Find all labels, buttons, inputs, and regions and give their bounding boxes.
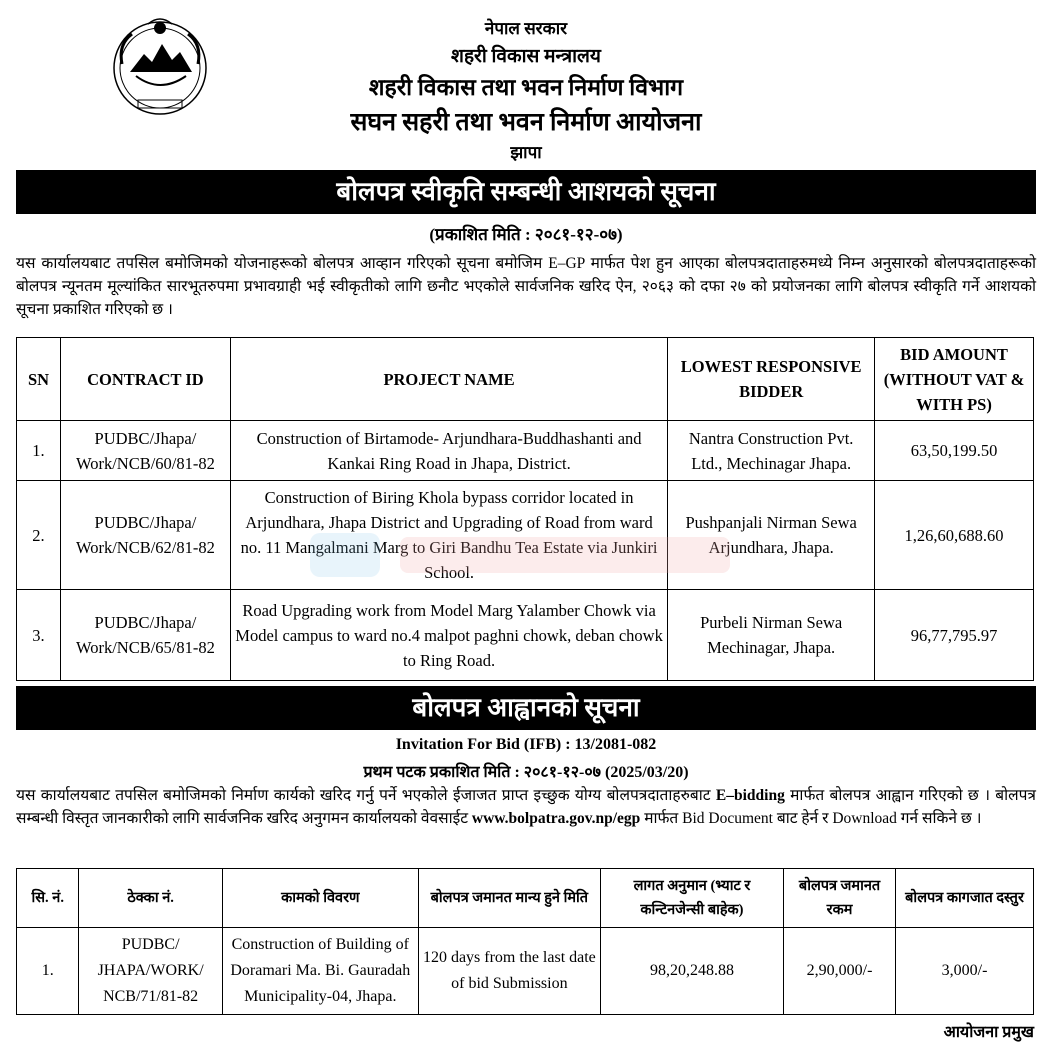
cell-bidder: Purbeli Nirman Sewa Mechinagar, Jhapa. bbox=[668, 590, 875, 681]
cell-cost-estimate: 98,20,248.88 bbox=[600, 928, 783, 1015]
col-header-project-name: PROJECT NAME bbox=[230, 338, 667, 421]
published-date: (प्रकाशित मिति : २०८१-१२-०७) bbox=[429, 225, 623, 244]
signature-project-chief: आयोजना प्रमुख bbox=[943, 1024, 1034, 1041]
table-row bbox=[17, 481, 1034, 590]
col-header-contract-no: ठेक्का नं. bbox=[79, 869, 222, 928]
col-header-bidder: LOWEST RESPONSIVE BIDDER bbox=[668, 338, 875, 421]
table-header-row bbox=[17, 338, 1034, 421]
cell-sn: 1. bbox=[17, 421, 61, 481]
paragraph-text: मार्फत Bid Document बाट हेर्न र Download गर्न सकिने छ । bbox=[640, 810, 982, 827]
cell-sn: 1. bbox=[17, 928, 79, 1015]
cell-sn: 3. bbox=[17, 590, 61, 681]
col-header-contract-id: CONTRACT ID bbox=[60, 338, 230, 421]
cell-bid-security: 2,90,000/- bbox=[784, 928, 896, 1015]
col-header-bid-amount: BID AMOUNT (WITHOUT VAT & WITH PS) bbox=[875, 338, 1034, 421]
cell-project-name: Road Upgrading work from Model Marg Yalamber Chowk via Model campus to ward no.4 malpot paghni chowk, deban chowk to Ring Road. bbox=[230, 590, 667, 681]
cell-project-name: Construction of Biring Khola bypass corridor located in Arjundhara, Jhapa District and Upgrading of Road from ward no. 11 Mangalmani Marg to Giri Bandhu Tea Estate via Junkiri School. bbox=[230, 481, 667, 590]
bid-acceptance-table bbox=[16, 337, 1034, 681]
bolpatra-website-link[interactable]: www.bolpatra.gov.np/egp bbox=[471, 810, 641, 827]
paragraph-text: यस कार्यालयबाट तपसिल बमोजिमको निर्माण कार्यको खरिद गर्नु पर्ने भएकोले ईजाजत प्राप्त इच्छुक योग्य बोलपत्रदाताहरुबाट bbox=[16, 787, 716, 804]
header-project: सघन सहरी तथा भवन निर्माण आयोजना bbox=[350, 109, 702, 136]
cell-work-description: Construction of Building of Doramari Ma. Bi. Gauradah Municipality-04, Jhapa. bbox=[222, 928, 418, 1015]
table-row bbox=[17, 590, 1034, 681]
table-row bbox=[17, 421, 1034, 481]
notice-banner-bid-acceptance: बोलपत्र स्वीकृति सम्बन्धी आशयको सूचना bbox=[16, 170, 1036, 214]
cell-bid-amount: 63,50,199.50 bbox=[875, 421, 1034, 481]
cell-contract-id: PUDBC/Jhapa/ Work/NCB/60/81-82 bbox=[60, 421, 230, 481]
cell-contract-no: PUDBC/ JHAPA/WORK/ NCB/71/81-82 bbox=[79, 928, 222, 1015]
cell-bidder: Pushpanjali Nirman Sewa Arjundhara, Jhapa. bbox=[668, 481, 875, 590]
notice-banner-invitation-for-bid: बोलपत्र आह्वानको सूचना bbox=[16, 686, 1036, 730]
col-header-sn: सि. नं. bbox=[17, 869, 79, 928]
table-header-row bbox=[17, 869, 1034, 928]
cell-bidder: Nantra Construction Pvt. Ltd., Mechinagar Jhapa. bbox=[668, 421, 875, 481]
cell-bid-amount: 1,26,60,688.60 bbox=[875, 481, 1034, 590]
header-ministry: शहरी विकास मन्त्रालय bbox=[451, 46, 601, 67]
ifb-number: Invitation For Bid (IFB) : 13/2081-082 bbox=[395, 736, 657, 753]
header-department: शहरी विकास तथा भवन निर्माण विभाग bbox=[368, 75, 684, 100]
cell-contract-id: PUDBC/Jhapa/ Work/NCB/62/81-82 bbox=[60, 481, 230, 590]
cell-sn: 2. bbox=[17, 481, 61, 590]
header-district: झापा bbox=[510, 143, 542, 162]
cell-project-name: Construction of Birtamode- Arjundhara-Buddhashanti and Kankai Ring Road in Jhapa, District. bbox=[230, 421, 667, 481]
paragraph-text: मार्फत बोलपत्र आह्वान गरिएको छ । बोलपत्र सम्बन्धी विस्तृत जानकारीको लागि सार्वजनिक खरिद अनुगमन कार्यालयको वेवसाईट bbox=[16, 787, 1036, 827]
e-bidding-text: E–bidding bbox=[715, 787, 785, 804]
notice-paragraph: यस कार्यालयबाट तपसिल बमोजिमको योजनाहरूको बोलपत्र आव्हान गरिएको सूचना बमोजिम E–GP मार्फत पेश हुन आएका बोलपत्रदाताहरुमध्ये निम्न अनुसारको बोलपत्रदाताहरूको बोलपत्र न्यूनतम मूल्यांकित सारभूतरुपमा प्रभावग्राही भई स्वीकृतीको लागि छनौट भएकोले सार्वजनिक खरिद ऐन, २०६३ को दफा २७ को प्रयोजनका लागि बोलपत्र स्वीकृति गर्ने आशयको सूचना प्रकाशित गरिएको छ । bbox=[16, 255, 1036, 318]
invitation-bid-table bbox=[16, 868, 1034, 1015]
cell-bid-amount: 96,77,795.97 bbox=[875, 590, 1034, 681]
first-published-date: प्रथम पटक प्रकाशित मिति : २०८१-१२-०७ (2025/03/20) bbox=[363, 764, 689, 781]
col-header-sn: SN bbox=[17, 338, 61, 421]
header-government: नेपाल सरकार bbox=[484, 19, 568, 38]
col-header-document-fee: बोलपत्र कागजात दस्तुर bbox=[896, 869, 1034, 928]
cell-bid-validity: 120 days from the last date of bid Submission bbox=[418, 928, 600, 1015]
col-header-work-description: कामको विवरण bbox=[222, 869, 418, 928]
col-header-bid-validity: बोलपत्र जमानत मान्य हुने मिति bbox=[418, 869, 600, 928]
cell-document-fee: 3,000/- bbox=[896, 928, 1034, 1015]
invitation-paragraph bbox=[16, 784, 1036, 830]
table-row bbox=[17, 928, 1034, 1015]
col-header-bid-security: बोलपत्र जमानत रकम bbox=[784, 869, 896, 928]
cell-contract-id: PUDBC/Jhapa/ Work/NCB/65/81-82 bbox=[60, 590, 230, 681]
col-header-cost-estimate: लागत अनुमान (भ्याट र कन्टिनजेन्सी बाहेक) bbox=[600, 869, 783, 928]
